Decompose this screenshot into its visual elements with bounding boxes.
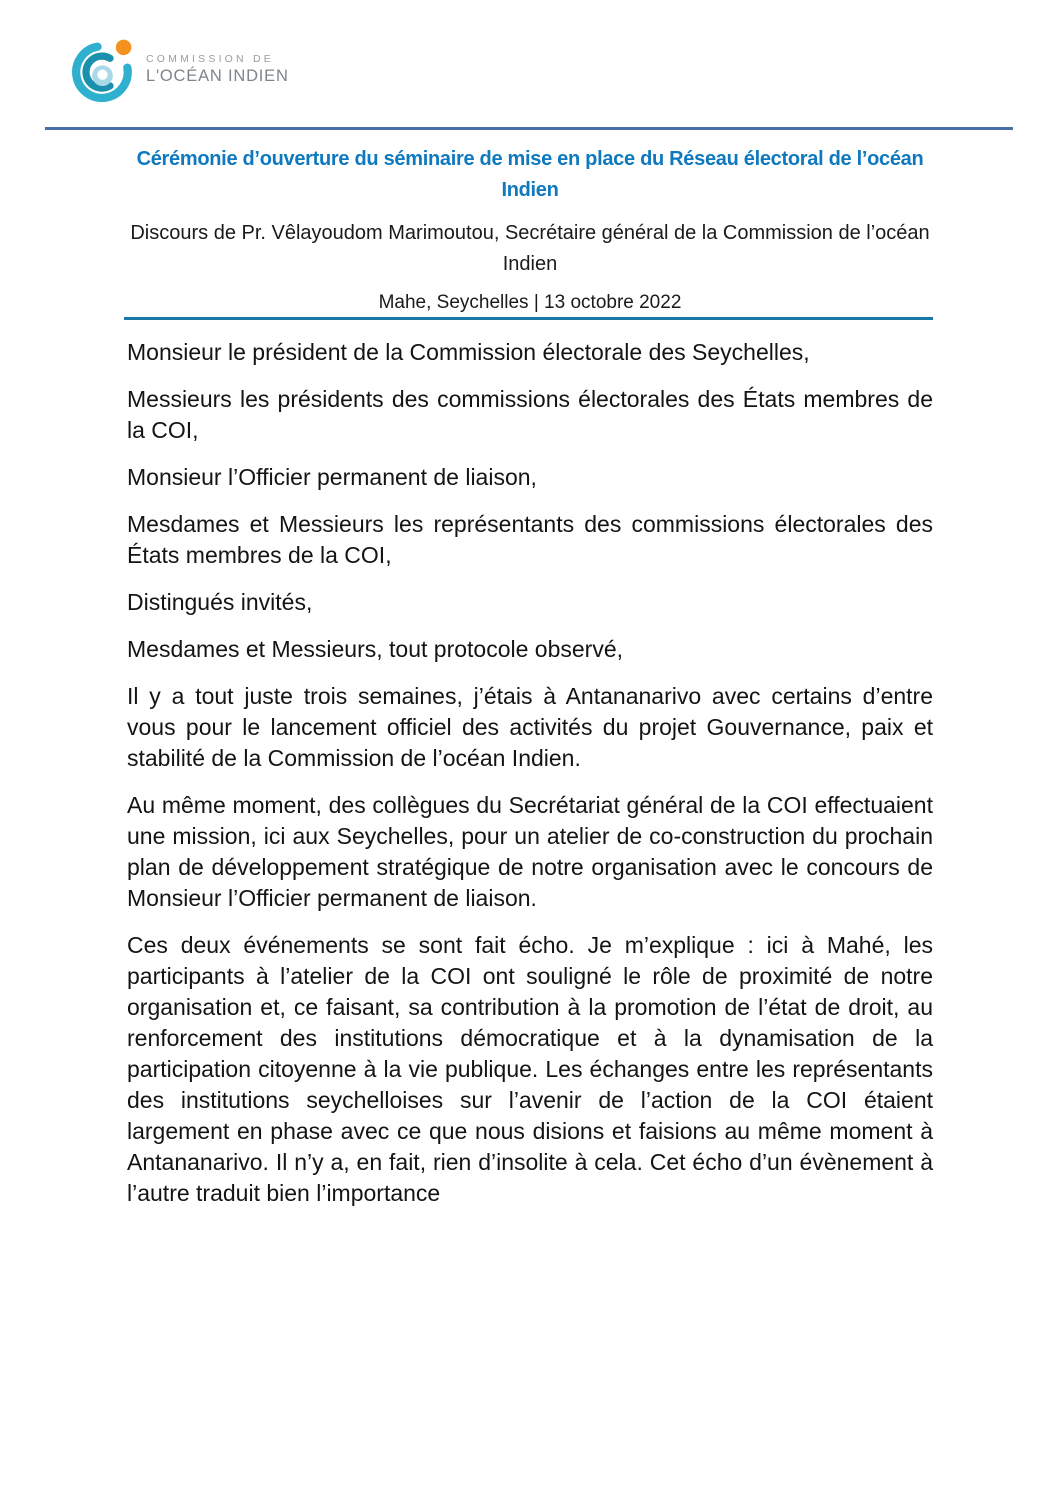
paragraph: Messieurs les présidents des commissions électorales des États membres de la COI, — [127, 386, 933, 443]
coi-logo-icon — [70, 36, 136, 102]
orange-dot — [116, 40, 131, 55]
logo-line-2: L'OCÉAN INDIEN — [146, 67, 289, 85]
coi-logo-text — [146, 52, 289, 86]
document-title: Cérémonie d’ouverture du séminaire de mise en place du Réseau électoral de l’océan Indien — [136, 148, 924, 201]
document-subtitle: Discours de Pr. Vêlayoudom Marimoutou, Secrétaire général de la Commission de l’océan Indien — [130, 222, 930, 275]
paragraph: Ces deux événements se sont fait écho. Je m’explique : ici à Mahé, les participants à l’atelier de la COI ont souligné le rôle de proximité de notre organisation et, ce faisant, sa contribution à la promotion de l’état de droit, au renforcement des institutions démocratique et à la dynamisation de la participation citoyenne à la vie publique. Les échanges entre les représentants des institutions seychelloises sur l’avenir de l’action de la COI étaient largement en phase avec ce que nous disions et faisions au même moment à Antananarivo. Il n’y a, en fait, rien d’insolite à cela. Cet écho d’un évènement à l’autre traduit bien l’importance — [127, 932, 933, 1206]
paragraph: Mesdames et Messieurs les représentants des commissions électorales des États membres de la COI, — [127, 511, 933, 568]
paragraph: Monsieur l’Officier permanent de liaison, — [127, 464, 537, 490]
speech-body — [127, 337, 933, 1209]
coi-logo — [70, 36, 289, 102]
paragraph: Il y a tout juste trois semaines, j’étais à Antananarivo avec certains d’entre vous pour le lancement officiel des activités du projet Gouvernance, paix et stabilité de la Commission de l’océan Indien. — [127, 683, 933, 771]
logo-line-1: COMMISSION DE — [146, 53, 274, 65]
dateline: Mahe, Seychelles | 13 octobre 2022 — [378, 292, 682, 313]
header-divider-rule — [45, 127, 1013, 130]
page-content — [127, 144, 933, 1225]
dateline-rule — [124, 317, 933, 320]
paragraph: Au même moment, des collègues du Secrétariat général de la COI effectuaient une mission, ici aux Seychelles, pour un atelier de co-construction du prochain plan de développement stratégique de notre organisation avec le concours de Monsieur l’Officier permanent de liaison. — [127, 792, 933, 911]
paragraph: Distingués invités, — [127, 589, 313, 615]
paragraph: Mesdames et Messieurs, tout protocole observé, — [127, 636, 624, 662]
paragraph: Monsieur le président de la Commission électorale des Seychelles, — [127, 339, 810, 365]
